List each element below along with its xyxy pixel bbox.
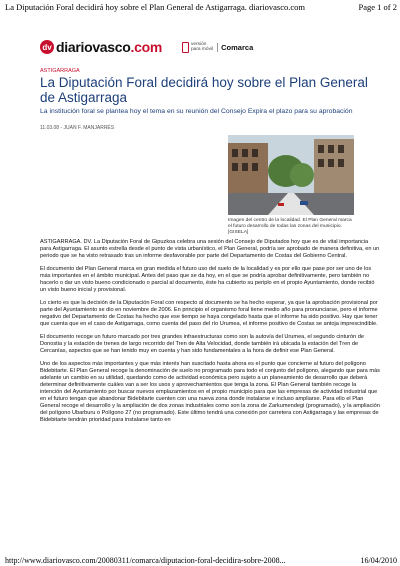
photo-caption: Imagen del centro de la localidad. El Plan General marca el futuro desarrollo de todas las zonas del municipio. [GISELA] — [228, 218, 352, 235]
print-header-title: La Diputación Foral decidirá hoy sobre el Plan General de Astigarraga. diariovasco.com — [5, 2, 305, 12]
logo-domain: .com — [130, 39, 162, 55]
print-header — [5, 2, 397, 12]
mobile-phone-icon — [182, 42, 189, 53]
street-photo-illustration — [228, 135, 354, 215]
mobile-line-2: para móvil — [191, 47, 214, 52]
article-kicker[interactable]: ASTIGARRAGA — [40, 68, 80, 74]
print-footer-url: http://www.diariovasco.com/20080311/comarca/diputacion-foral-decidira-sobre-2008... — [5, 556, 286, 565]
article — [40, 68, 380, 430]
article-subhead: La institución foral se plantea hoy el tema en su reunión del Consejo Expira el plazo para su aprobación — [40, 108, 353, 115]
print-footer — [5, 556, 397, 565]
site-logo[interactable] — [56, 39, 162, 55]
mobile-line-1: versión — [191, 42, 207, 47]
article-figure — [228, 135, 354, 235]
article-paragraph: Lo cierto es que la decisión de la Diputación Foral con respecto al documento se ha hecho esperar, ya que la aprobación provisional por parte del Ayuntamiento se dio en noviembre de 2006. En principio el organismo foral tiene medio año para pronunciarse, pero el informe negativo del Departamento de Costas ha hecho que ese tiempo se haya congelado hasta que el informe ha sido positivo. Hay que tener que cuenta que en el caso de Astigarraga, como cuenta del paso del río Urumea, el informe positivo de Costas se antoja imprescindible. — [40, 300, 378, 328]
article-byline: 11.03.08 - JUAN F. MANJARRÉS — [40, 125, 115, 131]
article-photo[interactable] — [228, 135, 354, 215]
article-headline: La Diputación Foral decidirá hoy sobre el Plan General de Astigarraga — [40, 75, 368, 105]
article-paragraph: El documento del Plan General marca en gran medida el futuro uso del suelo de la localidad y es por ello que pase por ser uno de los más importantes en el ámbito municipal. Antes del paso que se da hoy, en el que se podría aprobar definitivamente, pero también no hacerlo o dar un visto bueno condicionado o parcial al documento, éste ha cubierto su periplo en el propio Ayuntamiento, donde recibió un visto bueno inicial y provisional. — [40, 266, 375, 294]
print-footer-date: 16/04/2010 — [360, 556, 397, 565]
print-page-number: Page 1 of 2 — [358, 2, 397, 12]
article-paragraph: ASTIGARRAGA. DV. La Diputación Foral de Gipuzkoa celebra una sesión del Consejo de Diputados hoy que es de vital importancia para Astigarraga. El asunto estrella desde el punto de vista urbanístico, el Plan General, podría ser aprobado de manera definitiva, en un periodo que se ha visto retrasado tras un informe desfavorable por parte del Departamento de Costas del Gobierno Central. — [40, 239, 380, 260]
diariovasco-logo-icon[interactable]: dv — [40, 40, 54, 54]
section-name[interactable]: Comarca — [217, 43, 253, 52]
article-paragraph: Uno de los aspectos más importantes y que más interés han suscitado hasta ahora es el punto que concierne al futuro del polígono Bidebitarte. El Plan General recoge la denominación de suelo no programado para todo el conjunto del polígono, alegando que para más adelante un cambio en su utilidad, quedando como de actividad económica pero sujeto a un planeamiento de desarrollo que deberá determinar definitivamente cuáles van a ser los usos y aprovechamientos que tenga la zona. El Plan General también recoge la intención del Ayuntamiento por buscar nuevos emplazamientos en el propio municipio para que las empresas de actividad industrial que en el futuro tengan que abandonar Bidebitarte cuenten con una nueva zona donde instalarse e incluso ampliarse. Para ello el Plan General recoge el desarrollo y la ampliación de dos zonas industriales como son la zona de Zarkumendegi (programado), y la ampliación del polígono Ubarburu o Polígono 27 (no programado). Este último tendrá una conexión por carretera con Astigarraga y las empresas de Bidebitarte tendrán prioridad para instalarse tanto en — [40, 361, 380, 424]
masthead — [40, 38, 253, 56]
article-paragraph: El documento recoge un futuro marcado por tres grandes infraestructuras como son la autovía del Urumea, el segundo cinturón de Donostia y la estación de trenes de largo recorrido del Tren de Alta Velocidad, donde también irá ubicada la estación del Tren de Cercanías, aspectos que se han tenido muy en cuenta y han sido fundamentales a la hora de definir ese Plan General. — [40, 334, 364, 355]
mobile-version-link[interactable] — [182, 42, 213, 53]
logo-name: diariovasco — [56, 39, 131, 55]
